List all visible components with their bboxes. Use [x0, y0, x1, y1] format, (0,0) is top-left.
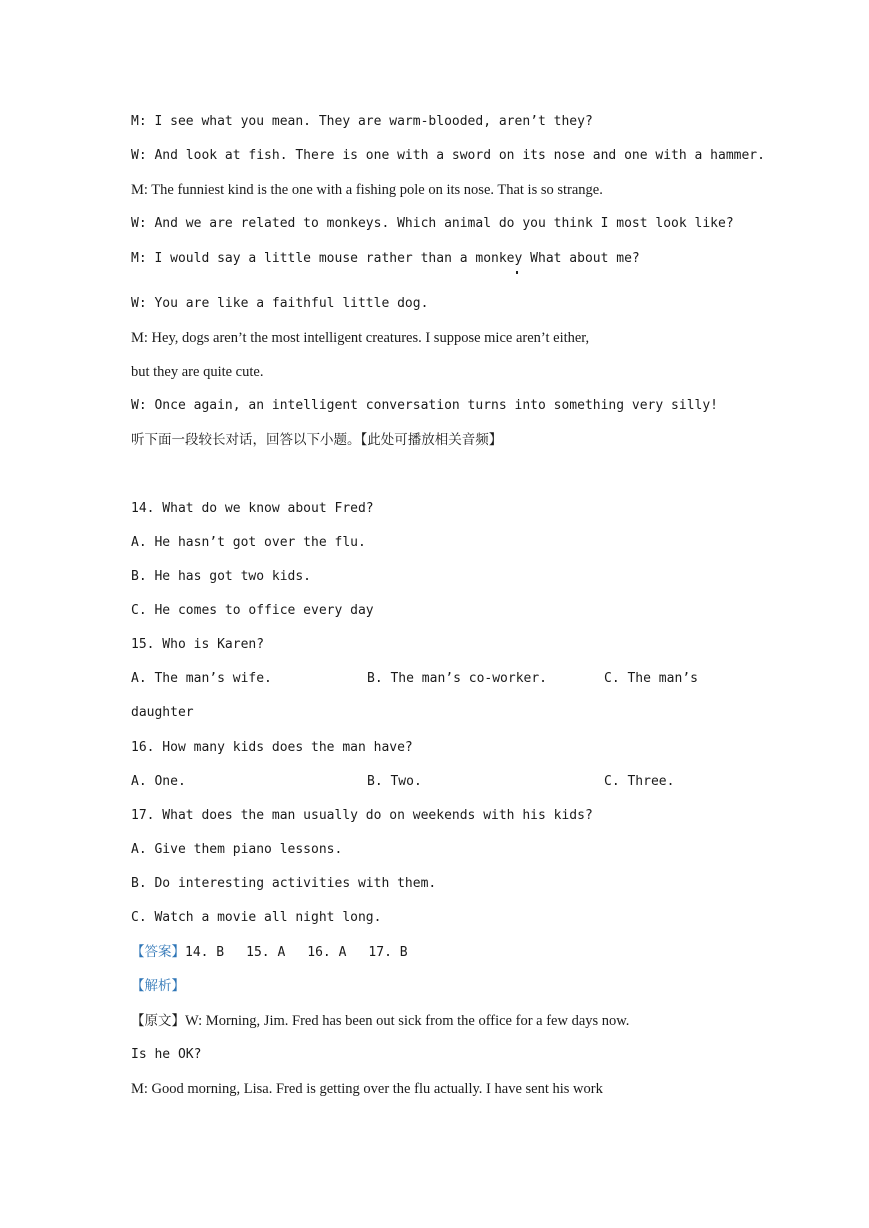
question-15-option-c: C. The man’s: [604, 671, 698, 686]
dialogue-line: M: I see what you mean. They are warm-blooded, aren’t they?: [131, 114, 593, 129]
question-15-option-a: A. The man’s wife.: [131, 671, 272, 686]
question-14-option-a: A. He hasn’t got over the flu.: [131, 535, 366, 550]
section-intro: 听下面一段较长对话，回答以下小题。【此处可播放相关音频】: [131, 432, 503, 448]
transcript-line: M: Good morning, Lisa. Fred is getting over the flu actually. I have sent his work: [131, 1081, 603, 1097]
dialogue-line: W: You are like a faithful little dog.: [131, 296, 429, 311]
dialogue-line: W: And we are related to monkeys. Which animal do you think I most look like?: [131, 216, 734, 231]
question-14-option-b: B. He has got two kids.: [131, 569, 312, 584]
dialogue-line: M: The funniest kind is the one with a fishing pole on its nose. That is so strange.: [131, 182, 603, 198]
analysis-label: 【解析】: [131, 978, 185, 994]
question-15-option-c-continued: daughter: [131, 705, 194, 720]
question-14-stem: 14. What do we know about Fred?: [131, 501, 374, 516]
question-17-option-b: B. Do interesting activities with them.: [131, 876, 437, 891]
question-17-stem: 17. What does the man usually do on weekends with his kids?: [131, 808, 593, 823]
question-17-option-c: C. Watch a movie all night long.: [131, 910, 382, 925]
dialogue-line: M: I would say a little mouse rather than a monkey What about me?: [131, 251, 640, 266]
answer-label: 【答案】: [131, 944, 185, 960]
question-15-option-b: B. The man’s co-worker.: [367, 671, 548, 686]
dialogue-line: but they are quite cute.: [131, 364, 264, 380]
dialogue-line: M: Hey, dogs aren’t the most intelligent creatures. I suppose mice aren’t either,: [131, 330, 590, 346]
question-16-option-c: C. Three.: [604, 774, 675, 789]
answer-item: 14. B: [185, 945, 225, 960]
question-14-option-c: C. He comes to office every day: [131, 603, 374, 618]
question-15-stem: 15. Who is Karen?: [131, 637, 265, 652]
question-16-stem: 16. How many kids does the man have?: [131, 740, 413, 755]
answer-item: 17. B: [368, 945, 408, 960]
answer-item: 16. A: [307, 945, 347, 960]
dialogue-line: W: And look at fish. There is one with a sword on its nose and one with a hammer.: [131, 148, 765, 163]
stray-dot-mark: [516, 271, 518, 274]
dialogue-line: W: Once again, an intelligent conversation turns into something very silly!: [131, 398, 718, 413]
transcript-label: 【原文】: [131, 1013, 185, 1029]
answer-line: [131, 943, 741, 962]
transcript-line: [131, 1012, 741, 1030]
question-17-option-a: A. Give them piano lessons.: [131, 842, 343, 857]
transcript-text: W: Morning, Jim. Fred has been out sick from the office for a few days now.: [185, 1013, 630, 1029]
question-16-option-b: B. Two.: [367, 774, 422, 789]
transcript-line: Is he OK?: [131, 1047, 202, 1062]
answer-item: 15. A: [246, 945, 286, 960]
question-16-option-a: A. One.: [131, 774, 186, 789]
